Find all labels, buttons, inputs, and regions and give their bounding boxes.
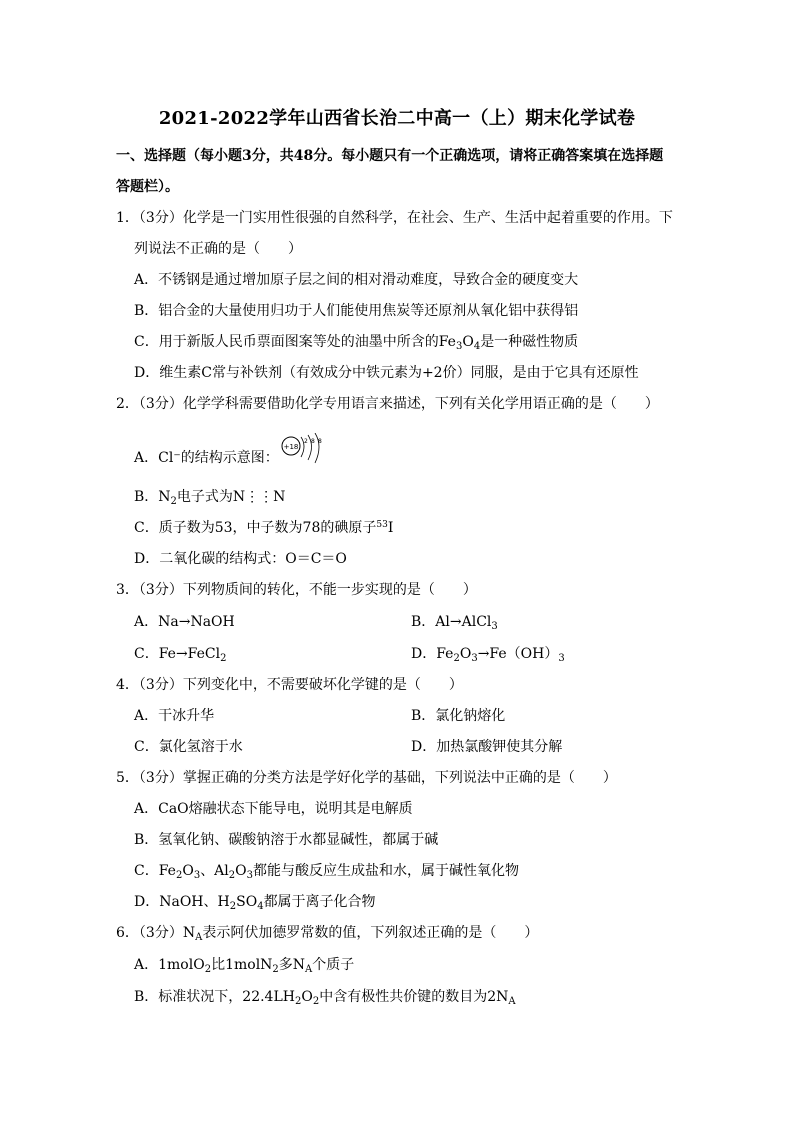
question-1-stem-cont: 列说法不正确的是（ ） <box>134 241 302 257</box>
question-6-option-a: A．1molO$_2$比1molN$_2$多$N_A$个质子 <box>134 957 355 975</box>
shell-2-electrons: 8 <box>311 438 315 445</box>
question-4-stem: 4．（3分）下列变化中，不需要破坏化学键的是（ ） <box>116 677 463 693</box>
section-heading-line1: 一、选择题（每小题3分，共48分。每小题只有一个正确选项，请将正确答案填在选择题 <box>116 148 664 164</box>
question-5-option-d: D．NaOH、$H_2SO_4$都属于离子化合物 <box>134 894 376 912</box>
question-4-option-b: B．氯化钠熔化 <box>411 708 506 724</box>
question-1-option-b: B．铝合金的大量使用归功于人们能使用焦炭等还原剂从氧化铝中获得铝 <box>134 303 579 319</box>
question-5-stem: 5．（3分）掌握正确的分类方法是学好化学的基础，下列说法中正确的是（ ） <box>116 770 617 786</box>
exam-title: 2021-2022学年山西省长治二中高一（上）期末化学试卷 <box>158 108 636 129</box>
question-2-option-c: C．质子数为53，中子数为78的碘原子$^{53}$I <box>134 520 394 536</box>
question-3-option-a: A．Na→NaOH <box>134 614 235 630</box>
question-1-option-c: C．用于新版人民币票面图案等处的油墨中所含的$Fe_3O_4$是一种磁性物质 <box>134 334 579 352</box>
question-3-option-d: D．$Fe_2O_3\to Fe(OH)_3$ <box>411 646 565 664</box>
question-5-option-b: B．氢氧化钠、碳酸钠溶于水都显碱性，都属于碱 <box>134 832 439 848</box>
question-2-stem: 2．（3分）化学学科需要借助化学专用语言来描述，下列有关化学用语正确的是（ ） <box>116 396 659 412</box>
question-3-option-b: B．Al→AlCl$_3$ <box>411 614 498 632</box>
question-1-option-a: A．不锈钢是通过增加原子层之间的相对滑动难度，导致合金的硬度变大 <box>134 272 579 288</box>
shell-3-electrons: 8 <box>318 438 322 445</box>
chloride-ion-structure-diagram <box>280 433 330 467</box>
question-4-option-a: A．干冰升华 <box>134 708 215 724</box>
question-4-option-c: C．氯化氢溶于水 <box>134 739 243 755</box>
nucleus-charge: +18 <box>283 443 299 451</box>
question-2-option-a: A．Cl⁻的结构示意图： <box>134 450 279 466</box>
section-heading-line2: 答题栏）。 <box>116 179 179 195</box>
section-heading <box>116 141 686 203</box>
question-2-option-d: D．二氧化碳的结构式：O＝C＝O <box>134 551 347 567</box>
shell-1-electrons: 2 <box>304 438 308 445</box>
question-4-option-d: D．加热氯酸钾使其分解 <box>411 739 563 755</box>
question-1-stem: 1．（3分）化学是一门实用性很强的自然科学，在社会、生产、生活中起着重要的作用。下 <box>116 210 673 226</box>
question-3-option-c: C．Fe→FeCl$_2$ <box>134 646 227 664</box>
question-2-option-b: B．$N_2$电子式为N⋮⋮N <box>134 489 286 507</box>
question-6-option-b: B．标准状况下，$22.4LH_2O_2$中含有极性共价键的数目为$2N_A$ <box>134 989 516 1007</box>
question-3-stem: 3．（3分）下列物质间的转化，不能一步实现的是（ ） <box>116 582 477 598</box>
question-6-stem: 6．（3分）$N_A$表示阿伏加德罗常数的值，下列叙述正确的是（ ） <box>116 925 539 943</box>
question-1-option-d: D．维生素C常与补铁剂（有效成分中铁元素为+2价）同服，是由于它具有还原性 <box>134 365 639 381</box>
question-5-option-a: A．CaO熔融状态下能导电，说明其是电解质 <box>134 801 413 817</box>
question-5-option-c: C．$Fe_2O_3$、$Al_2O_3$都能与酸反应生成盐和水，属于碱性氧化物 <box>134 863 520 881</box>
